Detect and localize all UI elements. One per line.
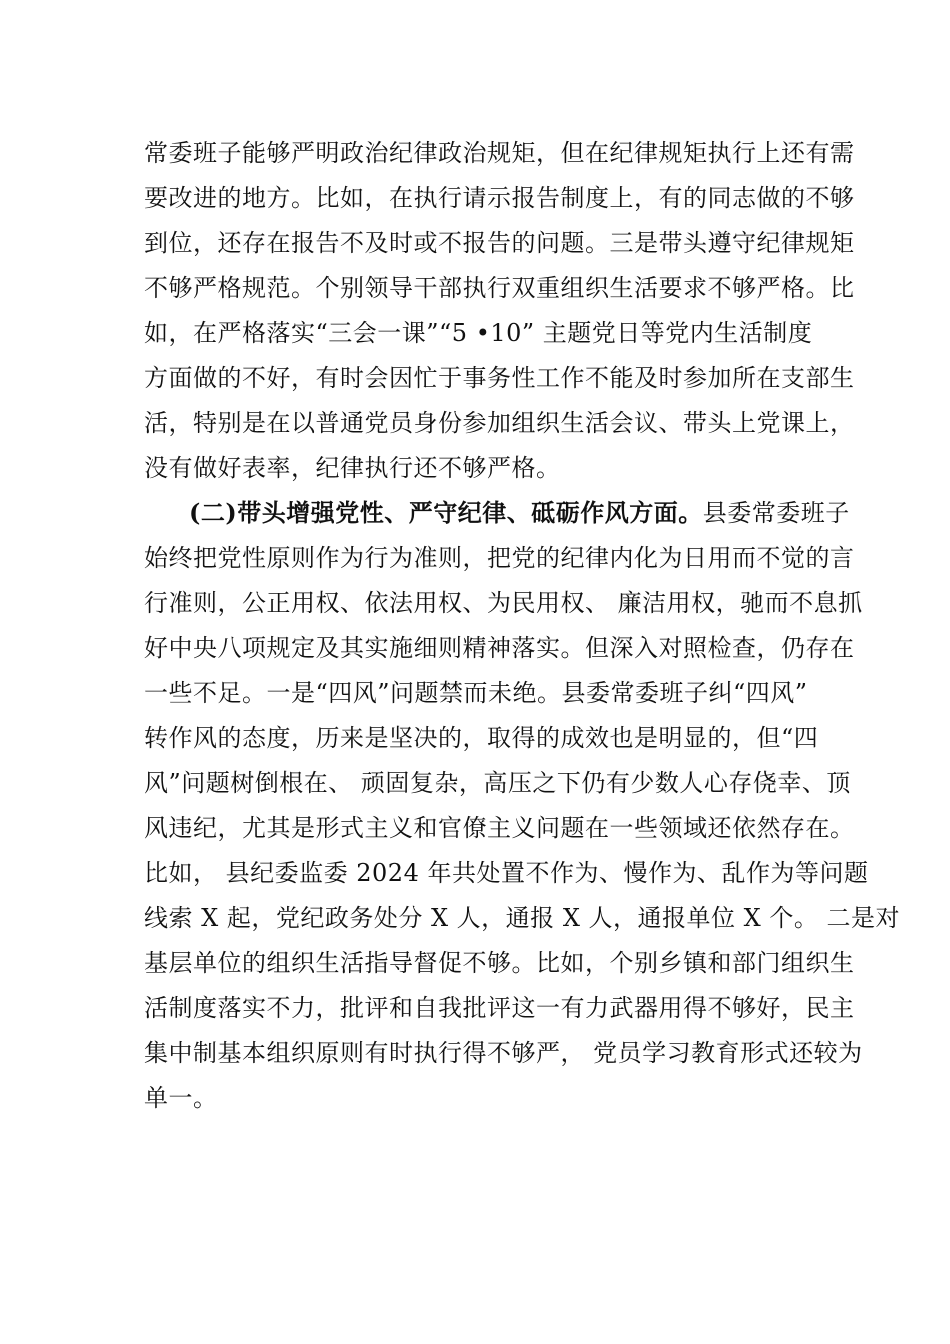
section-heading: (二)带头增强党性、严守纪律、砥砺作风方面。 (189, 498, 703, 527)
paragraph1-line-6: 方面做的不好，有时会因忙于事务性工作不能及时参加所在支部生 (144, 364, 855, 392)
paragraph1-line-1: 常委班子能够严明政治纪律政治规矩，但在纪律规矩执行上还有需 (144, 139, 855, 167)
paragraph2-first-line (189, 498, 850, 528)
paragraph2-line-10: 基层单位的组织生活指导督促不够。比如，个别乡镇和部门组织生 (144, 949, 855, 977)
paragraph2-line-7: 风违纪，尤其是形式主义和官僚主义问题在一些领域还依然存在。 (144, 814, 855, 842)
paragraph2-line-9: 线索 X 起，党纪政务处分 X 人，通报 X 人，通报单位 X 个。 二是对 (144, 904, 901, 932)
paragraph2-line-5: 转作风的态度，历来是坚决的，取得的成效也是明显的，但“四 (144, 724, 819, 752)
paragraph2-line-3: 好中央八项规定及其实施细则精神落实。但深入对照检查，仍存在 (144, 634, 855, 662)
paragraph2-line-11: 活制度落实不力，批评和自我批评这一有力武器用得不够好，民主 (144, 994, 855, 1022)
paragraph2-line-2: 行准则，公正用权、依法用权、为民用权、 廉洁用权，驰而不息抓 (144, 589, 863, 617)
paragraph2-line-13: 单一。 (144, 1084, 218, 1112)
paragraph2-line-6: 风”问题树倒根在、 顽固复杂，高压之下仍有少数人心存侥幸、顶 (144, 769, 851, 797)
paragraph1-line-2: 要改进的地方。比如，在执行请示报告制度上，有的同志做的不够 (144, 184, 855, 212)
paragraph1-line-7: 活，特别是在以普通党员身份参加组织生活会议、带头上党课上， (144, 409, 855, 437)
paragraph1-line-3: 到位，还存在报告不及时或不报告的问题。三是带头遵守纪律规矩 (144, 229, 855, 257)
paragraph2-line-4: 一些不足。一是“四风”问题禁而未绝。县委常委班子纠“四风” (144, 679, 808, 707)
paragraph2-line-12: 集中制基本组织原则有时执行得不够严， 党员学习教育形式还较为 (144, 1039, 863, 1067)
paragraph1-line-5: 如，在严格落实“三会一课”“5 •10” 主题党日等党内生活制度 (144, 319, 813, 347)
paragraph2-line-1: 始终把党性原则作为行为准则，把党的纪律内化为日用而不觉的言 (144, 544, 855, 572)
section-heading-rest: 县委常委班子 (702, 499, 850, 527)
paragraph2-line-8: 比如， 县纪委监委 2024 年共处置不作为、慢作为、乱作为等问题 (144, 859, 869, 887)
paragraph1-line-8: 没有做好表率，纪律执行还不够严格。 (144, 454, 561, 482)
paragraph1-line-4: 不够严格规范。个别领导干部执行双重组织生活要求不够严格。比 (144, 274, 855, 302)
